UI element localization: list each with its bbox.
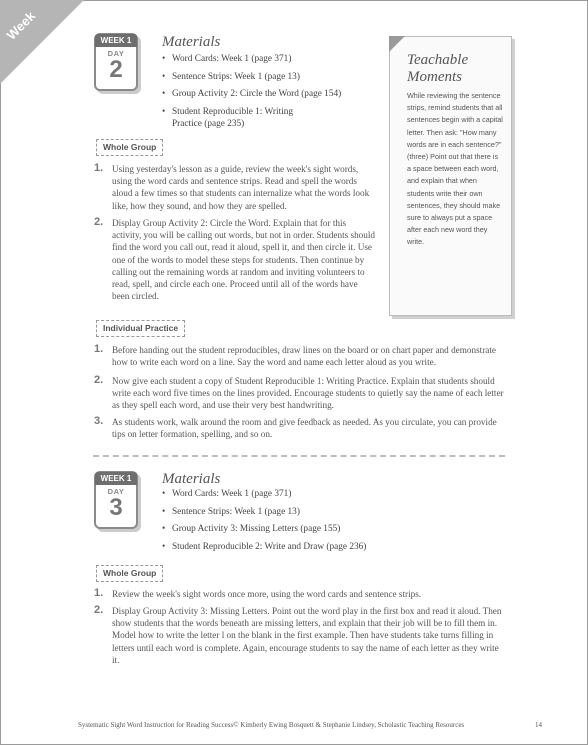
day3-materials-title: Materials	[162, 471, 221, 487]
step-text: Now give each student a copy of Student Reproducible 1: Writing Practice. Explain that students should write each word five times on the lines provided. Encourage students to quietly say the name of each letter as they spell each word, and use their very best handwriting.	[112, 376, 504, 411]
footer-credit: Systematic Sight Word Instruction for Reading Success© Kimberly Ewing Bosquett & Stephanie Lindsey, Scholastic Teaching Resources	[78, 721, 465, 729]
step-text: Before handing out the student reproducibles, draw lines on the board or on chart paper and demonstrate how to write each word on a line. Say the word and name each letter aloud as you write.	[112, 345, 496, 368]
step-number: 2.	[94, 374, 104, 386]
step-number: 2.	[94, 216, 104, 228]
day2-badge	[94, 33, 138, 91]
day2-whole-group-label: Whole Group	[96, 139, 163, 156]
day3-whole-group-label: Whole Group	[96, 565, 163, 582]
section-divider	[93, 455, 505, 457]
teachable-title-line1: Teachable	[407, 52, 469, 68]
day2-badge-day: DAY	[107, 49, 125, 58]
page-number: 14	[535, 721, 542, 729]
materials-item: • Word Cards: Week 1 (page 371)	[162, 488, 422, 500]
materials-item: • Student Reproducible 2: Write and Draw (page 236)	[162, 541, 422, 553]
day3-badge-week: WEEK 1	[95, 472, 137, 485]
teachable-moments-fold	[389, 36, 405, 52]
step-number: 1.	[94, 587, 104, 599]
step-number: 2.	[94, 604, 104, 616]
step-text: Display Group Activity 3: Missing Letters. Point out the word play in the first box and read it aloud. Then show students that the words beneath are missing letters, and explain that their job will be to fill them in. Model how to write the letter l on the blank in the first example. Then have students take turns filling in letters until each word is complete. Again, encourage students to say the name of each letter as they write it.	[112, 606, 502, 665]
step-text: Display Group Activity 2: Circle the Word. Explain that for this activity, you will be calling out words, but not in order. Students should find the word you call out, read it aloud, spell it, and then circle it. Use one of the words to model these steps for students. Then continue by calling out the remaining words at random and inviting volunteers to read, spell, and circle each one. Proceed until all of the words have been circled.	[112, 218, 376, 302]
teachable-moments-title	[407, 52, 468, 86]
day3-materials-list	[162, 488, 422, 558]
day2-badge-week: WEEK 1	[95, 34, 137, 47]
day3-badge-number: 3	[109, 494, 123, 521]
day2-materials-title: Materials	[162, 34, 221, 50]
materials-item: • Sentence Strips: Week 1 (page 13)	[162, 506, 422, 518]
materials-item: • Word Cards: Week 1 (page 371)	[162, 53, 372, 65]
materials-item: • Group Activity 3: Missing Letters (page 155)	[162, 523, 422, 535]
step-text: Using yesterday's lesson as a guide, review the week's sight words, using the word cards and sentence strips. Read and spell the words aloud a few times so that students can internalize what the words look like, how they sound, and how they are spelled.	[112, 164, 370, 211]
materials-item: • Student Reproducible 1: Writing Practice (page 235)	[162, 106, 312, 130]
day2-materials-list	[162, 53, 372, 135]
day3-badge-day: DAY	[107, 487, 125, 496]
week-corner-word: Week	[3, 8, 39, 43]
teachable-title-line2: Moments	[407, 69, 462, 85]
materials-item: • Group Activity 2: Circle the Word (page 154)	[162, 88, 372, 100]
step-number: 1.	[94, 343, 104, 355]
materials-item: • Sentence Strips: Week 1 (page 13)	[162, 71, 372, 83]
step-text: Review the week's sight words once more, using the word cards and sentence strips.	[112, 589, 422, 599]
step-text: As students work, walk around the room and give feedback as needed. As you circulate, you can provide tips on letter formation, spelling, and so on.	[112, 417, 497, 440]
teachable-moments-text: While reviewing the sentence strips, remind students that all sentences begin with a capital letter. Then ask: "How many words are in each sentence?" (three) Point out that there is a space between each word, and explain that when students write their own sentences, they should make sure to always put a space after each new word they write.	[407, 91, 503, 247]
step-number: 1.	[94, 162, 104, 174]
day2-badge-number: 2	[109, 56, 123, 83]
day2-individual-label: Individual Practice	[96, 320, 185, 337]
step-number: 3.	[94, 415, 104, 427]
week-corner-number: 1	[42, 40, 60, 76]
day3-badge	[94, 471, 138, 529]
